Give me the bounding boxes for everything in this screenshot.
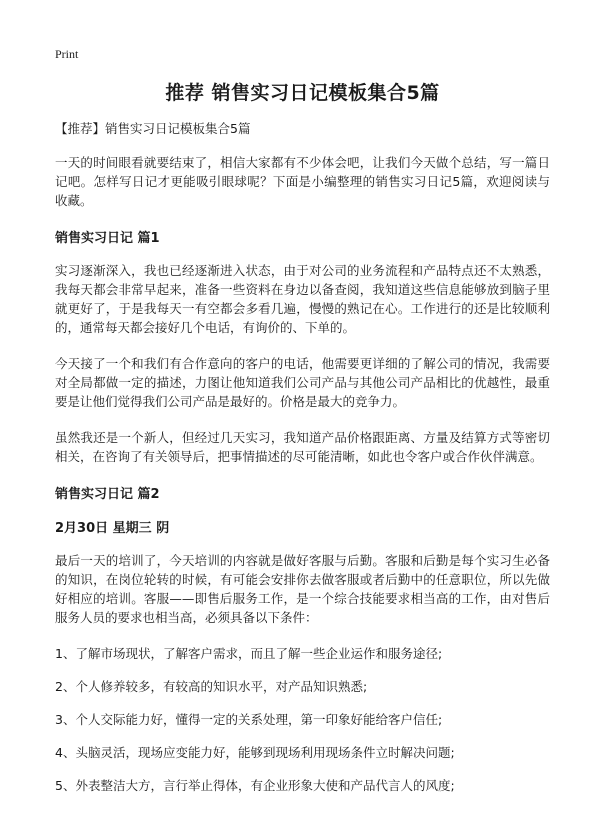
section-1-paragraph-1: 实习逐渐深入，我也已经逐渐进入状态，由于对公司的业务流程和产品特点还不太熟悉，我每天都会非常早起来，准备一些资料在身边以备查阅，我知道这些信息能够放到脑子里就更好了，于是我每天一有空都会多看几遍，慢慢的熟记在心。工作进行的还是比较顺利的，通常每天都会接好几个电话，有询价的、下单的。 [55, 263, 550, 335]
list-item: 3、个人交际能力好，懂得一定的关系处理，第一印象好能给客户信任; [55, 712, 443, 727]
print-label: Print [55, 47, 79, 61]
list-item: 4、头脑灵活，现场应变能力好，能够到现场利用现场条件立时解决问题; [55, 745, 455, 760]
section-1-heading: 销售实习日记 篇1 [55, 231, 160, 246]
intro-paragraph: 一天的时间眼看就要结束了，相信大家都有不少体会吧，让我们今天做个总结，写一篇日记吧。怎样写日记才更能吸引眼球呢？下面是小编整理的销售实习日记5篇，欢迎阅读与收藏。 [55, 155, 550, 208]
section-1-paragraph-2: 今天接了一个和我们有合作意向的客户的电话，他需要更详细的了解公司的情况，我需要对全局都做一定的描述，力图让他知道我们公司产品与其他公司产品相比的优越性，最重要是让他们觉得我们公司产品是最好的。价格是最大的竞争力。 [55, 356, 550, 409]
list-item: 5、外表整洁大方，言行举止得体，有企业形象大使和产品代言人的风度; [55, 778, 455, 793]
list-item: 1、了解市场现状，了解客户需求，而且了解一些企业运作和服务途径; [55, 646, 443, 661]
page-title: 推荐 销售实习日记模板集合5篇 [165, 82, 440, 104]
recommend-line: 【推荐】销售实习日记模板集合5篇 [55, 121, 251, 136]
section-1-paragraph-3: 虽然我还是一个新人，但经过几天实习，我知道产品价格跟距离、方量及结算方式等密切相关，在咨询了有关领导后，把事情描述的尽可能清晰，如此也令客户或合作伙伴满意。 [55, 430, 550, 464]
list-item: 2、个人修养较多，有较高的知识水平，对产品知识熟悉; [55, 679, 368, 694]
document-body [55, 78, 550, 809]
section-2-date: 2月30日 星期三 阴 [55, 521, 170, 536]
section-2-heading: 销售实习日记 篇2 [55, 487, 160, 502]
section-2-paragraph: 最后一天的培训了，今天培训的内容就是做好客服与后勤。客服和后勤是每个实习生必备的知识，在岗位轮转的时候，有可能会安排你去做客服或者后勤中的任意职位，所以先做好相应的培训。客服——即售后服务工作，是一个综合技能要求相当高的工作，由对售后服务人员的要求也相当高，必须具备以下条件： [55, 553, 550, 625]
